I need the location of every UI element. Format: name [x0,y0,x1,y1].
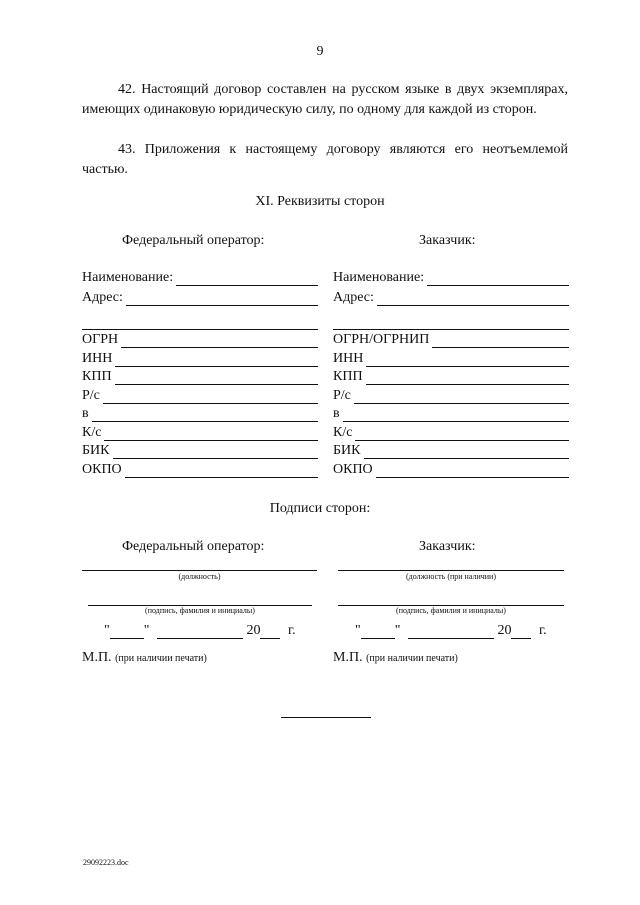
sign-right-title: Заказчик: [419,539,476,554]
field-row [333,460,569,478]
field-label: в [333,406,340,421]
field-row [333,288,569,306]
field-input-line[interactable] [377,292,569,306]
left-name-caption: (подпись, фамилия и инициалы) [145,606,255,615]
field-label: Адрес: [82,290,123,305]
right-position-caption: (должность (при наличии) [406,572,496,581]
field-input-line[interactable] [432,334,569,348]
left-position-caption: (должность) [178,572,221,581]
field-label: Наименование: [333,270,425,285]
field-input-line[interactable] [343,408,569,422]
field-label: ИНН [333,351,364,366]
field-input-line[interactable] [333,316,569,330]
field-input-line[interactable] [121,334,318,348]
field-row [333,330,569,348]
right-date-day[interactable] [361,624,395,639]
left-date-day[interactable] [110,624,144,639]
right-date-month[interactable] [408,624,494,639]
field-label: КПП [333,369,363,384]
field-label: К/с [333,425,353,440]
field-row [333,404,569,422]
end-divider [281,716,371,718]
field-label: Наименование: [82,270,174,285]
field-row [82,386,318,404]
field-row [82,441,318,459]
field-row [82,404,318,422]
field-row [82,349,318,367]
field-row [333,349,569,367]
field-row [82,423,318,441]
right-party-title: Заказчик: [419,233,476,248]
field-input-line[interactable] [366,371,569,385]
field-input-line[interactable] [115,353,318,367]
left-party-title: Федеральный оператор: [122,233,265,248]
field-input-line[interactable] [427,272,569,286]
left-position-line[interactable] [82,569,317,571]
field-input-line[interactable] [376,464,569,478]
field-label: К/с [82,425,102,440]
field-input-line[interactable] [92,408,318,422]
field-input-line[interactable] [366,353,569,367]
field-label: ОГРН/ОГРНИП [333,332,430,347]
field-row [82,312,318,330]
right-date: " " 20 г. [355,623,547,638]
field-row [82,367,318,385]
paragraph-43 [82,140,568,180]
field-row [333,441,569,459]
field-label: Адрес: [333,290,374,305]
field-input-line[interactable] [103,390,318,404]
right-name-caption: (подпись, фамилия и инициалы) [396,606,506,615]
field-input-line[interactable] [113,445,319,459]
field-row [82,330,318,348]
page-number: 9 [316,44,324,59]
field-row [333,268,569,286]
field-row [333,367,569,385]
field-input-line[interactable] [355,427,569,441]
field-input-line[interactable] [82,316,318,330]
paragraph-42 [82,80,568,120]
field-label: ОКПО [82,462,122,477]
field-label: Р/с [333,388,351,403]
field-label: ИНН [82,351,113,366]
field-label: Р/с [82,388,100,403]
field-input-line[interactable] [104,427,318,441]
sign-left-title: Федеральный оператор: [122,539,265,554]
left-stamp: М.П. (при наличии печати) [82,650,207,665]
field-row [82,288,318,306]
field-input-line[interactable] [354,390,569,404]
field-label: в [82,406,89,421]
right-stamp: М.П. (при наличии печати) [333,650,458,665]
paragraph-42-text: 42. Настоящий договор составлен на русском языке в двух экземплярах, имеющих одинаковую юридическую силу, по одному для каждой из сторон. [82,82,568,117]
field-row [82,460,318,478]
field-input-line[interactable] [125,464,318,478]
field-input-line[interactable] [364,445,570,459]
field-label: КПП [82,369,112,384]
signatures-title: Подписи сторон: [269,501,371,516]
field-label: ОГРН [82,332,119,347]
right-position-line[interactable] [338,569,564,571]
left-date-month[interactable] [157,624,243,639]
field-label: ОКПО [333,462,373,477]
field-input-line[interactable] [115,371,318,385]
paragraph-43-text: 43. Приложения к настоящему договору являются его неотъемлемой частью. [82,142,568,177]
field-input-line[interactable] [176,272,318,286]
left-date-year[interactable] [260,624,280,639]
field-row [333,423,569,441]
right-date-year[interactable] [511,624,531,639]
left-date: " " 20 г. [104,623,296,638]
footer-filename: 29092223.doc [83,858,129,867]
field-label: БИК [333,443,361,458]
field-input-line[interactable] [126,292,318,306]
section-title: XI. Реквизиты сторон [255,194,385,209]
field-row [333,312,569,330]
field-label: БИК [82,443,110,458]
field-row [82,268,318,286]
field-row [333,386,569,404]
